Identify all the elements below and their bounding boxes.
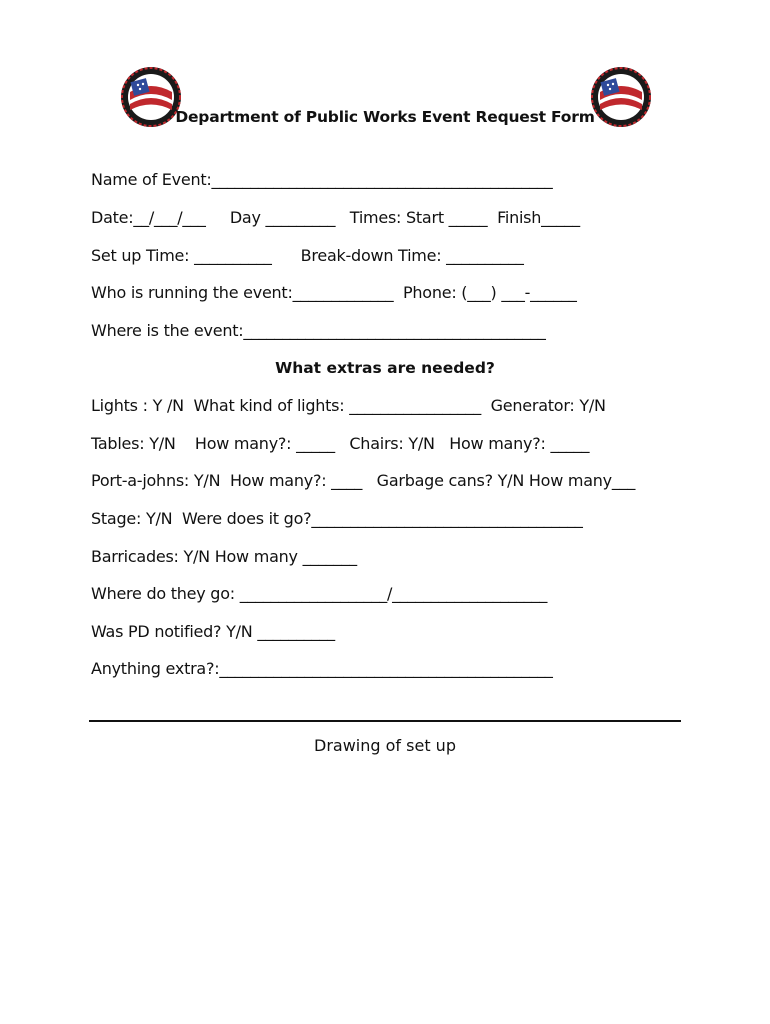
pd-notified-field[interactable]: Was PD notified? Y/N __________ — [91, 622, 335, 641]
drawing-divider — [89, 720, 681, 722]
barricades-field[interactable]: Barricades: Y/N How many _______ — [91, 547, 357, 566]
extras-heading: What extras are needed? — [275, 359, 495, 377]
date-times-field[interactable]: Date:__/___/___ Day _________ Times: Start _____ Finish_____ — [91, 208, 580, 227]
barricade-location-field[interactable]: Where do they go: ___________________/____________________ — [91, 584, 548, 603]
stage-field[interactable]: Stage: Y/N Were does it go?___________________________________ — [91, 509, 583, 528]
portajohns-garbage-field[interactable]: Port-a-johns: Y/N How many?: ____ Garbage cans? Y/N How many___ — [91, 471, 636, 490]
event-location-field[interactable]: Where is the event:_______________________________________ — [91, 321, 546, 340]
setup-breakdown-field[interactable]: Set up Time: __________ Break-down Time: __________ — [91, 246, 524, 265]
drawing-caption: Drawing of set up — [314, 736, 456, 755]
name-of-event-field[interactable]: Name of Event:____________________________________________ — [91, 170, 553, 189]
anything-extra-field[interactable]: Anything extra?:___________________________________________ — [91, 659, 553, 678]
tables-chairs-field[interactable]: Tables: Y/N How many?: _____ Chairs: Y/N How many?: _____ — [91, 434, 590, 453]
organizer-phone-field[interactable]: Who is running the event:_____________ Phone: (___) ___-______ — [91, 283, 577, 302]
lights-generator-field[interactable]: Lights : Y /N What kind of lights: _________________ Generator: Y/N — [91, 396, 606, 415]
form-title: Department of Public Works Event Request Form — [175, 108, 595, 126]
